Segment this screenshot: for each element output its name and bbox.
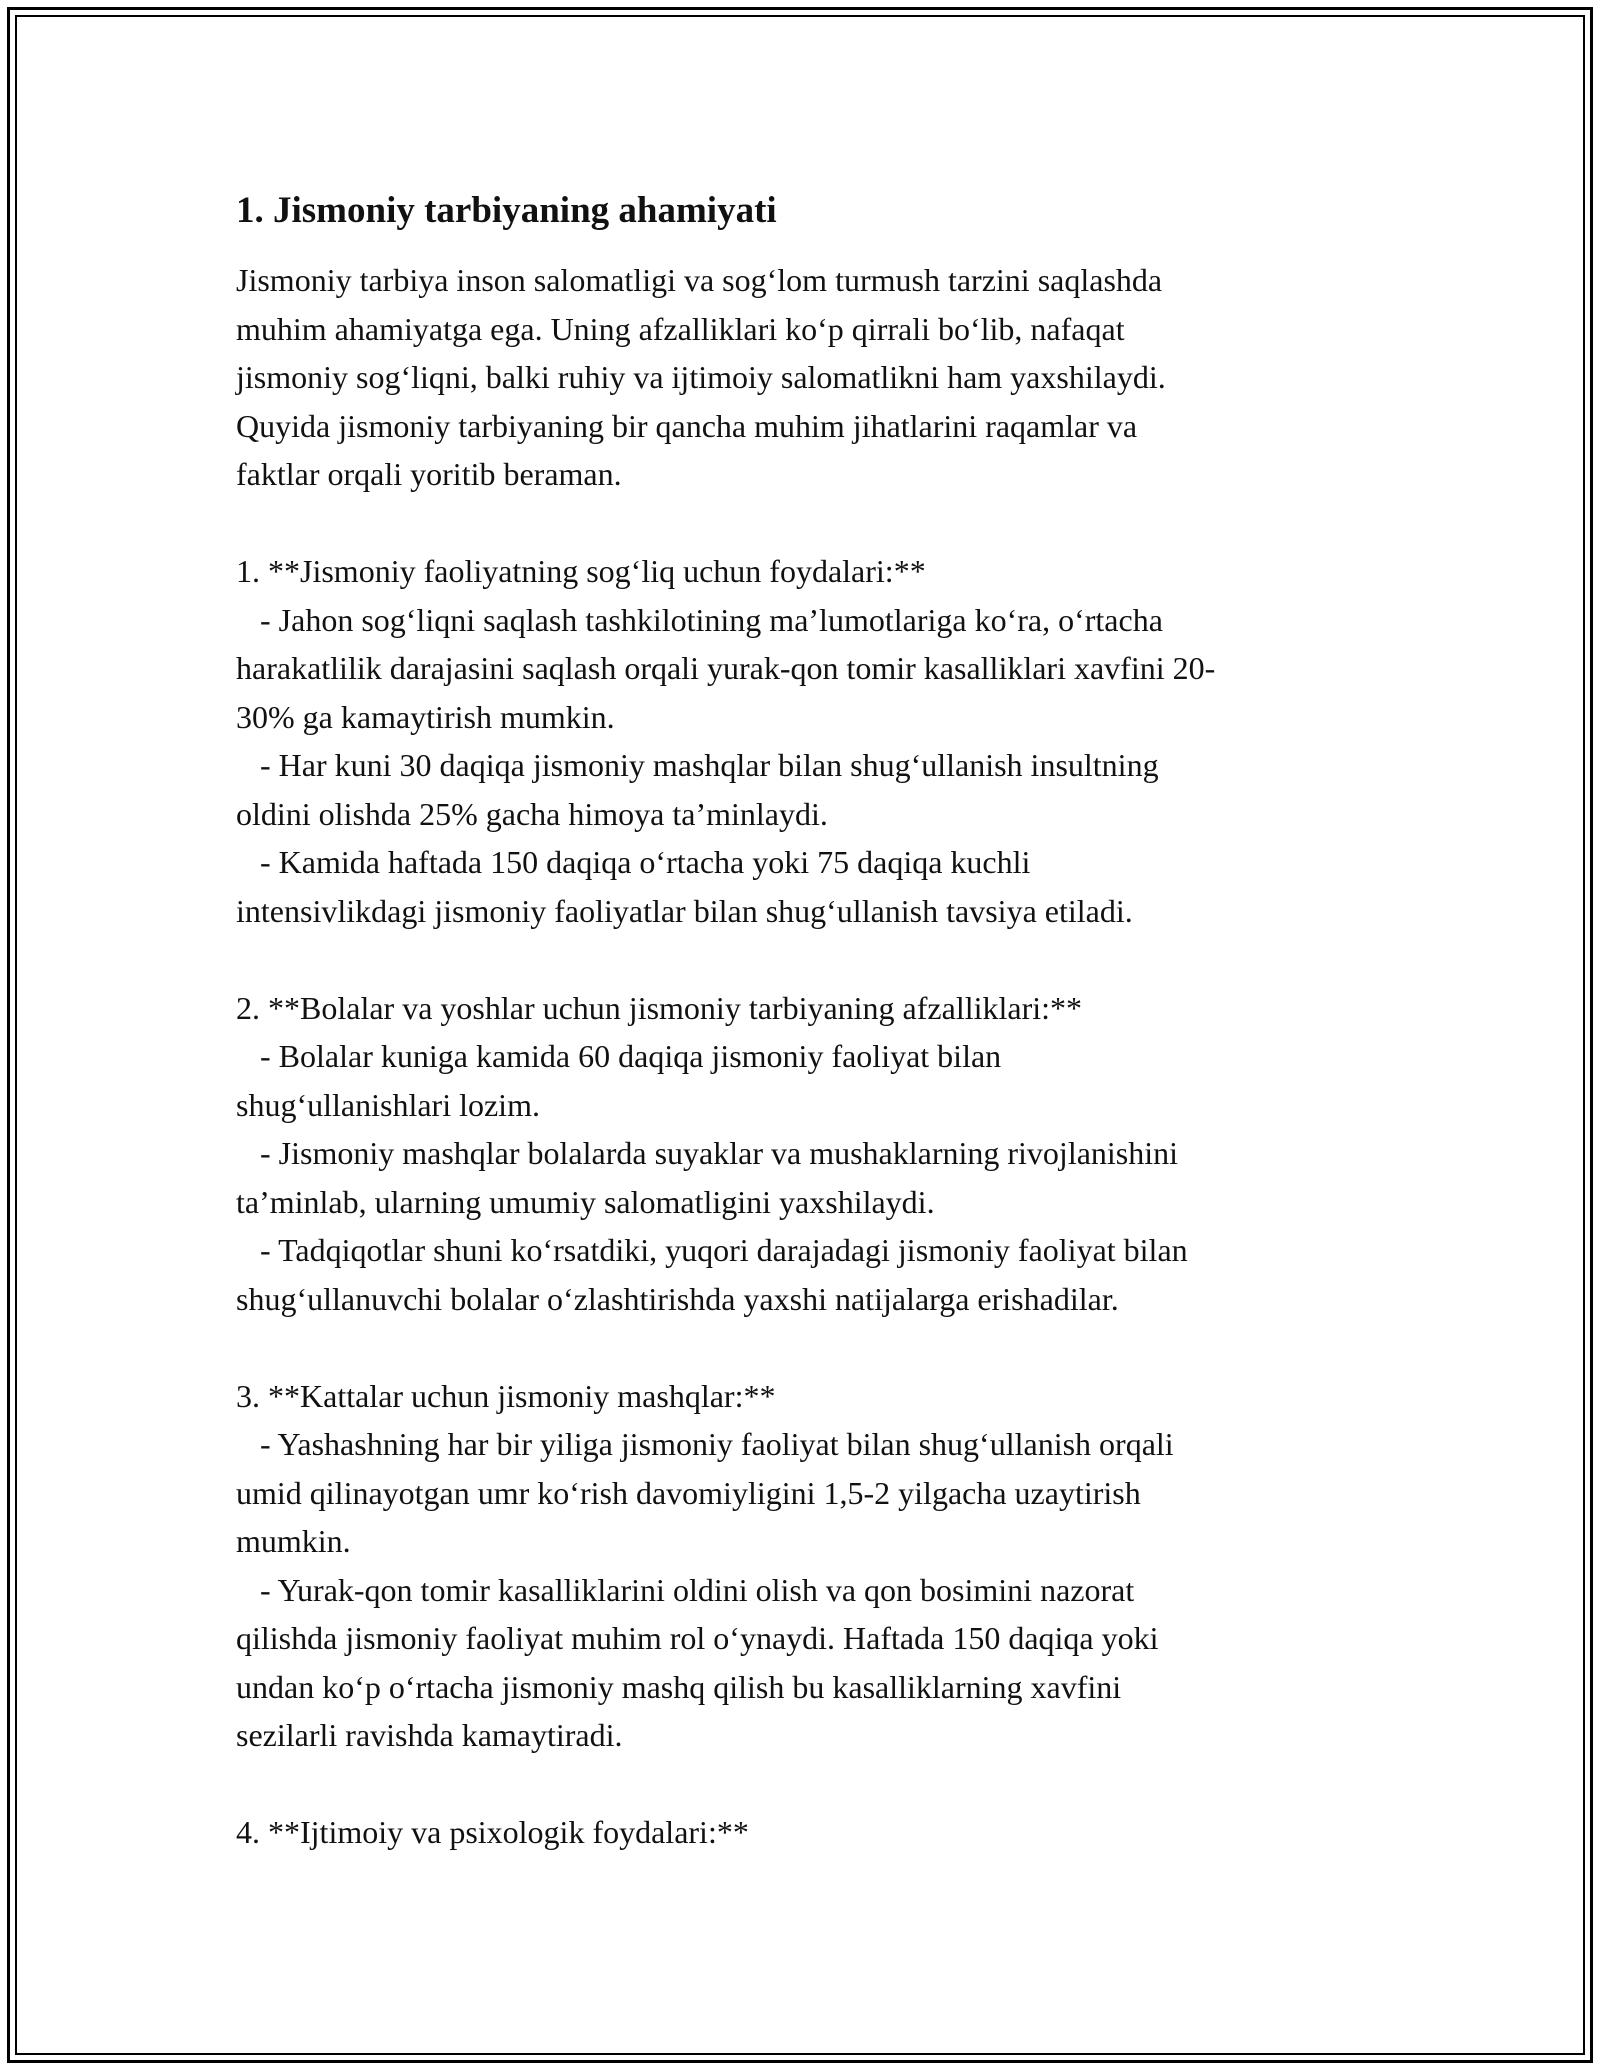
blank-line bbox=[236, 1760, 1366, 1809]
blank-line bbox=[236, 935, 1366, 984]
section-2: 2. **Bolalar va yoshlar uchun jismoniy tarbiyaning afzalliklari:** - Bolalar kuniga kamida 60 daqiqa jismoniy faoliyat bilan shug‘ullanishlari lozim. - Jismoniy mashqlar bolalarda suyaklar va mushaklarning rivojlanishini ta’minlab, ularning umumiy salomatligini yaxshilaydi. - Tadqiqotlar shuni ko‘rsatdiki, yuqori darajadagi jismoniy faoliyat bilan shug‘ullanuvchi bolalar o‘zlashtirishda yaxshi natijalarga erishadilar. bbox=[236, 989, 1188, 1317]
section-4: 4. **Ijtimoiy va psixologik foydalari:** bbox=[236, 1814, 749, 1850]
intro-paragraph: Jismoniy tarbiya inson salomatligi va sog‘lom turmush tarzini saqlashda muhim ahamiyatga ega. Uning afzalliklari ko‘p qirrali bo‘lib, nafaqat jismoniy sog‘liqni, balki ruhiy va ijtimoiy salomatlikni ham yaxshilaydi. Quyida jismoniy tarbiyaning bir qancha muhim jihatlarini raqamlar va faktlar orqali yoritib beraman. bbox=[236, 262, 1166, 492]
document-body bbox=[236, 186, 1366, 1857]
section-1: 1. **Jismoniy faoliyatning sog‘liq uchun foydalari:** - Jahon sog‘liqni saqlash tashkilotining ma’lumotlariga ko‘ra, o‘rtacha harakatlilik darajasini saqlash orqali yurak-qon tomir kasalliklari xavfini 20- 30% ga kamaytirish mumkin. - Har kuni 30 daqiqa jismoniy mashqlar bilan shug‘ullanish insultning oldini olishda 25% gacha himoya ta’minlaydi. - Kamida haftada 150 daqiqa o‘rtacha yoki 75 daqiqa kuchli intensivlikdagi jismoniy faoliyatlar bilan shug‘ullanish tavsiya etiladi. bbox=[236, 553, 1216, 929]
document-title: 1. Jismoniy tarbiyaning ahamiyati bbox=[236, 190, 777, 231]
section-3: 3. **Kattalar uchun jismoniy mashqlar:** - Yashashning har bir yiliga jismoniy faoliyat bilan shug‘ullanish orqali umid qilinayotgan umr ko‘rish davomiyligini 1,5-2 yilgacha uzaytirish mumkin. - Yurak-qon tomir kasalliklarini oldini olish va qon bosimini nazorat qilishda jismoniy faoliyat muhim rol o‘ynaydi. Haftada 150 daqiqa yoki undan ko‘p o‘rtacha jismoniy mashq qilish bu kasalliklarning xavfini sezilarli ravishda kamaytiradi. bbox=[236, 1377, 1174, 1753]
blank-line bbox=[236, 499, 1366, 548]
blank-line bbox=[236, 1323, 1366, 1372]
